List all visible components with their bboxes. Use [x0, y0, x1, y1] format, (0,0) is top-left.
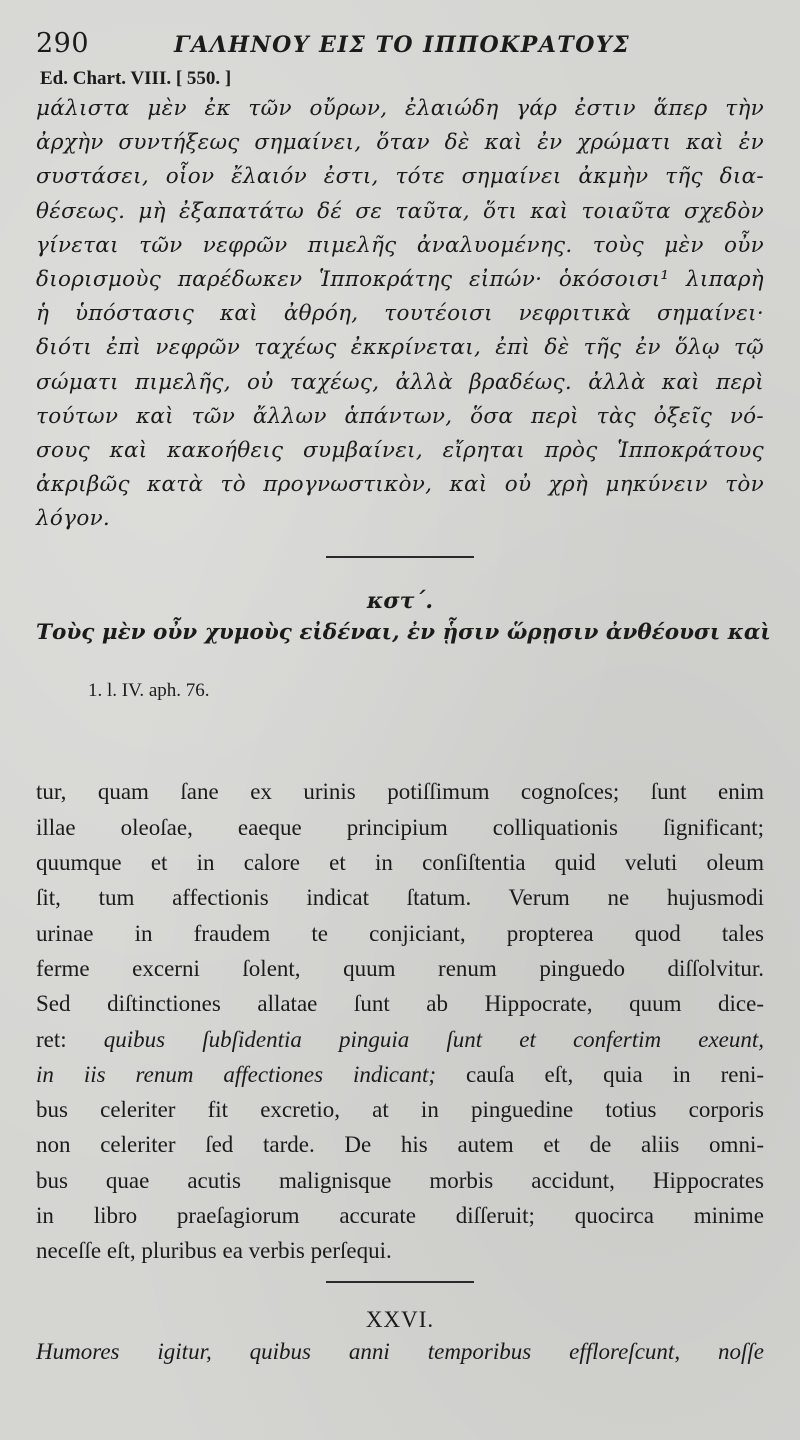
text-run: bus quae acutis malignisque morbis accidunt, Hippocrates [36, 1167, 764, 1193]
latin-line [36, 1057, 764, 1092]
running-head: ΓΑΛΗΝΟΥ ΕΙΣ ΤΟ ΙΠΠΟΚΡΑΤΟΥΣ [174, 32, 631, 58]
footnote: 1. l. IV. aph. 76. [88, 680, 210, 702]
italic-quotation: in iis renum affectiones indicant; [36, 1061, 437, 1087]
italic-quotation: quibus ſubſidentia pinguia ſunt et confertim exeunt, [103, 1026, 764, 1052]
text-run: urinae in fraudem te conjiciant, propterea quod tales [36, 920, 764, 946]
greek-commentary [36, 92, 764, 536]
latin-line [36, 774, 764, 809]
latin-section-number: XXVI. [365, 1306, 435, 1332]
latin-line [36, 1127, 764, 1162]
greek-line: γίνεται τῶν νεφρῶν πιμελῆς ἀναλυομένης. τοὺς μὲν οὖν [36, 232, 764, 258]
latin-aphorism-text: Humores igitur, quibus anni temporibus effloreſcunt, noſſe [36, 1338, 764, 1364]
latin-line [36, 1022, 764, 1057]
text-run: ſit, tum affectionis indicat ſtatum. Verum ne hujusmodi [36, 885, 764, 911]
latin-line [36, 951, 764, 986]
edition-reference: Ed. Chart. VIII. [ 550. ] [40, 68, 232, 89]
text-run: cauſa eſt, quia in reni- [436, 1061, 764, 1087]
latin-line [36, 810, 764, 845]
greek-line: ἀρχὴν συντήξεως σημαίνει, ὅταν δὲ καὶ ἐν χρώματι καὶ ἐν [36, 130, 764, 156]
latin-line [36, 916, 764, 951]
greek-line: σους καὶ κακοήθεις συμβαίνει, εἴρηται πρὸς Ἱπποκράτους [36, 437, 764, 463]
latin-line [36, 845, 764, 880]
page-header [36, 28, 764, 66]
text-run: tur, quam ſane ex urinis potiſſimum cognoſces; ſunt enim [36, 779, 764, 805]
text-run: bus celeriter fit excretio, at in pinguedine totius corporis [36, 1097, 764, 1123]
text-run: non celeriter ſed tarde. De his autem et de aliis omni- [36, 1132, 764, 1158]
greek-aphorism-text: Τοὺς μὲν οὖν χυμοὺς εἰδέναι, ἐν ᾗσιν ὥρῃσιν ἀνθέουσι καὶ [36, 620, 771, 646]
section-divider [326, 1281, 474, 1283]
text-run: ret: [36, 1026, 104, 1052]
latin-line [36, 880, 764, 915]
latin-line [36, 1198, 764, 1233]
greek-line: ἀκριβῶς κατὰ τὸ προγνωστικὸν, καὶ οὐ χρὴ μηκύνειν τὸν [36, 472, 764, 498]
text-run: neceſſe eſt, pluribus ea verbis perſequi. [36, 1238, 392, 1264]
greek-line: σώματι πιμελῆς, οὐ ταχέως, ἀλλὰ βραδέως. ἀλλὰ καὶ περὶ [36, 369, 764, 395]
latin-line [36, 1092, 764, 1127]
greek-section-number: κστ΄. [366, 588, 434, 615]
section-divider [326, 556, 474, 558]
greek-line: ἡ ὑπόστασις καὶ ἀθρόη, τουτέοισι νεφριτικὰ σημαίνει· [36, 301, 764, 327]
latin-translation [36, 774, 764, 1268]
text-run: illae oleoſae, eaeque principium colliquationis ſignificant; [36, 814, 764, 840]
greek-line: μάλιστα μὲν ἐκ τῶν οὔρων, ἐλαιώδη γάρ ἐστιν ἅπερ τὴν [36, 96, 764, 121]
latin-line [36, 986, 764, 1021]
greek-line: συστάσει, οἷον ἔλαιόν ἐστι, τότε σημαίνει ἀκμὴν τῆς δια- [36, 164, 764, 190]
page-number: 290 [36, 28, 90, 59]
greek-line: θέσεως. μὴ ἐξαπατάτω δέ σε ταῦτα, ὅτι καὶ τοιαῦτα σχεδὸν [36, 198, 764, 224]
greek-line: λόγον. [36, 506, 111, 532]
latin-line [36, 1163, 764, 1198]
latin-line [36, 1233, 764, 1268]
greek-line: διορισμοὺς παρέδωκεν Ἱπποκράτης εἰπών· ὁκόσοισι¹ λιπαρὴ [36, 266, 764, 292]
text-run: in libro praeſagiorum accurate diſſeruit; quocirca minime [36, 1203, 764, 1228]
text-run: Sed diſtinctiones allatae ſunt ab Hippocrate, quum dice- [36, 991, 764, 1017]
greek-line: διότι ἐπὶ νεφρῶν ταχέως ἐκκρίνεται, ἐπὶ δὲ τῆς ἐν ὅλῳ τῷ [36, 335, 764, 361]
text-run: quumque et in calore et in conſiſtentia quid veluti oleum [36, 850, 764, 876]
greek-line: τούτων καὶ τῶν ἄλλων ἁπάντων, ὅσα περὶ τὰς ὀξεῖς νό- [36, 403, 764, 429]
text-run: ferme excerni ſolent, quum renum pinguedo diſſolvitur. [36, 955, 764, 981]
